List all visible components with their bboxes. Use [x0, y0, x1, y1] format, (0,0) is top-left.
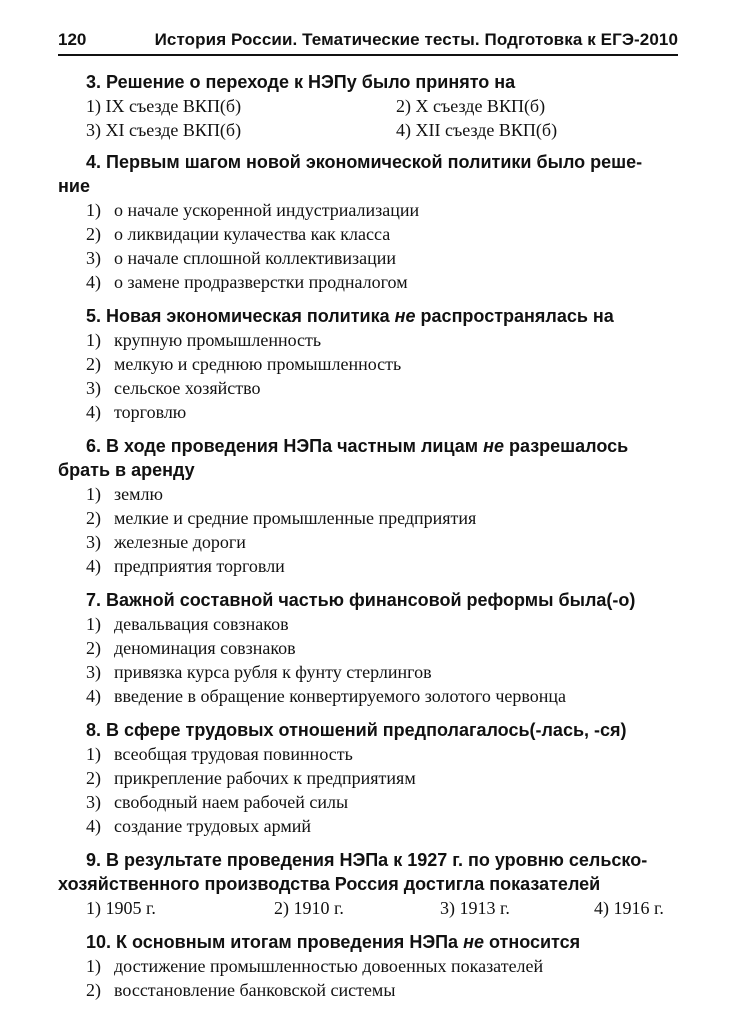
q7-option-2: 2) деноминация совзнаков — [86, 638, 296, 658]
q5-option-3: 3) сельское хозяйство — [86, 378, 261, 398]
running-title: История России. Тематические тесты. Подготовка к ЕГЭ-2010 — [154, 30, 678, 49]
q6-option-3: 3) железные дороги — [86, 532, 246, 552]
q6-option-1: 1) землю — [86, 484, 163, 504]
question-10: 10. К основным итогам проведения НЭПа не относится — [86, 932, 581, 952]
q8-option-4: 4) создание трудовых армий — [86, 816, 312, 836]
q4-option-1: 1) о начале ускоренной индустриализации — [86, 200, 420, 220]
q8-option-3: 3) свободный наем рабочей силы — [86, 792, 349, 812]
q5-option-4: 4) торговлю — [86, 402, 187, 422]
question-8: 8. В сфере трудовых отношений предполагалось(-лась, -ся) — [86, 720, 627, 740]
q10-option-1: 1) достижение промышленностью довоенных показателей — [86, 956, 544, 976]
q7-option-4: 4) введение в обращение конвертируемого золотого червонца — [86, 686, 566, 706]
question-9-cont: хозяйственного производства Россия достигла показателей — [58, 874, 601, 894]
page-number: 120 — [58, 30, 87, 49]
question-4-cont: ние — [58, 176, 90, 196]
q4-option-4: 4) о замене продразверстки продналогом — [86, 272, 408, 292]
question-3: 3. Решение о переходе к НЭПу было принято на — [86, 72, 516, 92]
q9-option-4: 4) 1916 г. — [594, 898, 664, 918]
q8-option-2: 2) прикрепление рабочих к предприятиям — [86, 768, 416, 788]
q3-option-1: 1) IX съезде ВКП(б) — [86, 96, 242, 116]
q5-option-1: 1) крупную промышленность — [86, 330, 322, 350]
q6-option-2: 2) мелкие и средние промышленные предприятия — [86, 508, 477, 528]
q8-option-1: 1) всеобщая трудовая повинность — [86, 744, 353, 764]
q6-option-4: 4) предприятия торговли — [86, 556, 285, 576]
question-4: 4. Первым шагом новой экономической политики было реше- — [86, 152, 643, 172]
question-7: 7. Важной составной частью финансовой реформы была(-о) — [86, 590, 636, 610]
page-header — [58, 28, 678, 56]
q3-option-3: 3) XI съезде ВКП(б) — [86, 120, 242, 140]
q9-option-1: 1) 1905 г. — [86, 898, 156, 918]
question-6-cont: брать в аренду — [58, 460, 195, 480]
question-9: 9. В результате проведения НЭПа к 1927 г. по уровню сельско- — [86, 850, 648, 870]
q4-option-3: 3) о начале сплошной коллективизации — [86, 248, 396, 268]
q5-option-2: 2) мелкую и среднюю промышленность — [86, 354, 402, 374]
q3-option-2: 2) X съезде ВКП(б) — [396, 96, 546, 116]
q10-option-2: 2) восстановление банковской системы — [86, 980, 396, 1000]
q7-option-3: 3) привязка курса рубля к фунту стерлингов — [86, 662, 432, 682]
q9-option-2: 2) 1910 г. — [274, 898, 344, 918]
q3-option-4: 4) XII съезде ВКП(б) — [396, 120, 558, 140]
q4-option-2: 2) о ликвидации кулачества как класса — [86, 224, 391, 244]
question-6: 6. В ходе проведения НЭПа частным лицам не разрешалось — [86, 436, 629, 456]
q9-option-3: 3) 1913 г. — [440, 898, 510, 918]
question-5: 5. Новая экономическая политика не распространялась на — [86, 306, 614, 326]
q7-option-1: 1) девальвация совзнаков — [86, 614, 289, 634]
